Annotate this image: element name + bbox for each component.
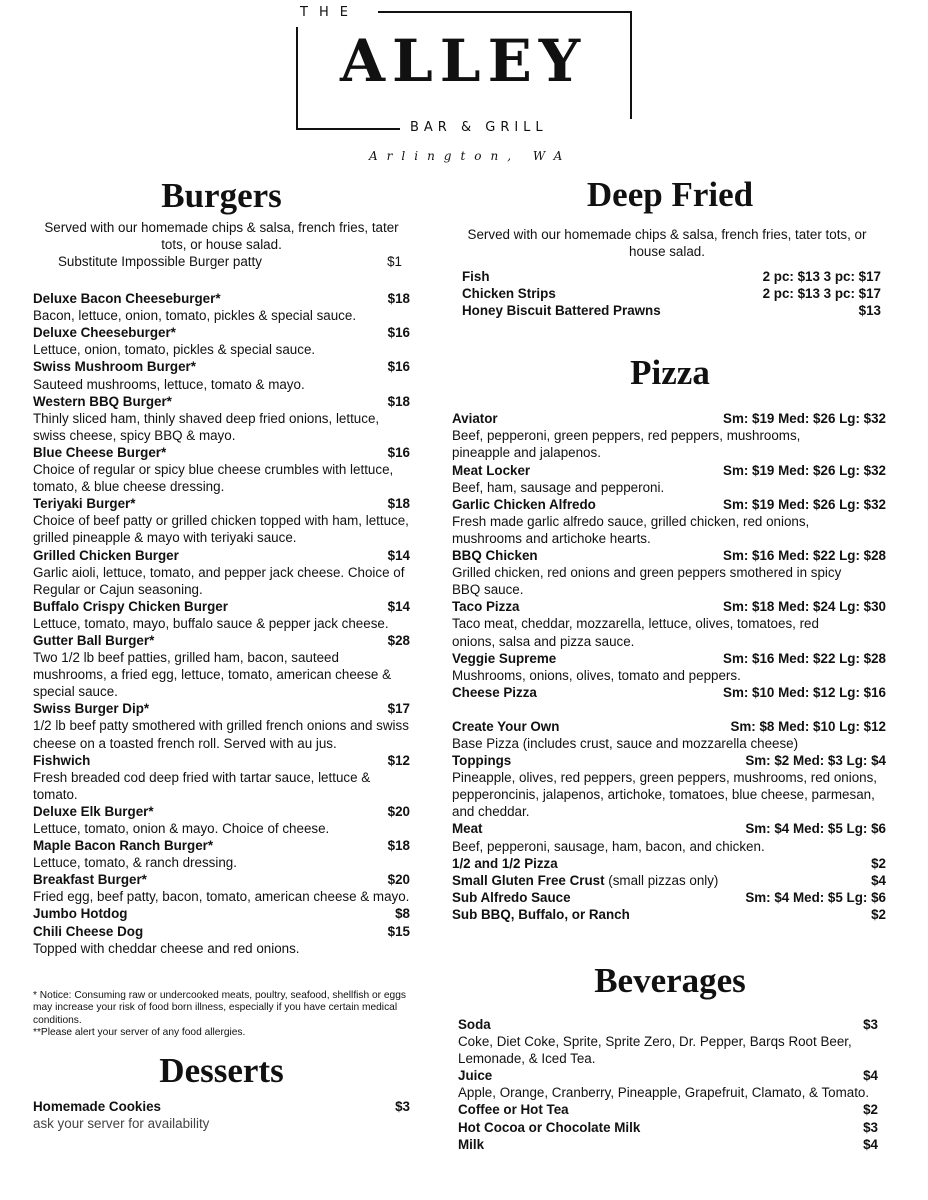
item-name-text: Buffalo Crispy Chicken Burger <box>33 598 228 614</box>
pizza-list <box>452 410 888 701</box>
item-name-text: Milk <box>458 1136 485 1152</box>
food-safety-notice <box>33 990 410 1040</box>
item-description: Choice of regular or spicy blue cheese crumbles with lettuce, tomato, & blue cheese dressing. <box>33 462 394 495</box>
item-price: $18 <box>387 496 410 512</box>
item-price: $28 <box>387 632 410 648</box>
item-price: $2 <box>863 1102 878 1118</box>
item-name <box>33 324 176 341</box>
item-name-text: Soda <box>458 1017 491 1032</box>
item-description: Beef, pepperoni, green peppers, red peppers, mushrooms, pineapple and jalapenos. <box>452 428 801 461</box>
pizza-extras-list <box>452 718 888 923</box>
burger-item <box>33 632 410 700</box>
item-description: Taco meat, cheddar, mozzarella, lettuce, olives, tomatoes, red onions, salsa and pizza sauce. <box>452 616 819 649</box>
item-row <box>458 1101 878 1118</box>
item-row <box>462 285 881 302</box>
item-name-text: BBQ Chicken <box>452 548 538 564</box>
item-description: Two 1/2 lb beef patties, grilled ham, bacon, sauteed mushrooms, a fried egg, lettuce, tomato, american cheese & special sauce. <box>33 650 392 700</box>
item-name <box>33 871 147 888</box>
item-name-text: Cheese Pizza <box>452 684 537 700</box>
item-price: Sm: $4 Med: $5 Lg: $6 <box>745 889 886 905</box>
pizza-extra-item <box>452 752 888 820</box>
item-name <box>462 302 661 319</box>
item-name-text: Swiss Burger Dip* <box>33 701 150 717</box>
item-row <box>33 923 410 940</box>
item-name-text: Grilled Chicken Burger <box>33 547 179 563</box>
pizza-item <box>452 684 888 701</box>
item-row <box>452 872 888 889</box>
logo-name: ALLEY <box>340 27 588 95</box>
item-description: Topped with cheddar cheese and red onions. <box>33 940 300 956</box>
left-column <box>33 170 410 1132</box>
item-name-text: Swiss Mushroom Burger* <box>33 359 196 375</box>
pizza-item <box>452 650 888 684</box>
item-name <box>452 598 519 615</box>
burger-item <box>33 358 410 392</box>
beverage-item <box>458 1101 878 1118</box>
item-name <box>452 462 530 479</box>
item-price: $2 <box>871 906 886 922</box>
item-row <box>33 547 410 564</box>
pizza-extra-item <box>452 906 888 923</box>
item-name-text: Veggie Supreme <box>452 650 557 666</box>
burger-item <box>33 444 410 495</box>
item-row <box>452 906 888 923</box>
item-price: $16 <box>387 444 410 460</box>
item-price: $15 <box>387 923 410 939</box>
item-name-text: Breakfast Burger* <box>33 872 147 888</box>
burger-item <box>33 803 410 837</box>
item-row <box>452 462 888 479</box>
item-name <box>33 598 228 615</box>
burger-item <box>33 495 410 546</box>
item-price: $4 <box>871 872 886 888</box>
item-price: $13 <box>858 303 881 319</box>
item-name <box>33 393 172 410</box>
burger-item <box>33 700 410 751</box>
dessert-list <box>33 1098 410 1132</box>
item-price: $20 <box>387 872 410 888</box>
item-row <box>458 1119 878 1136</box>
item-row <box>452 684 888 701</box>
item-name-text: Teriyaki Burger* <box>33 496 136 512</box>
item-price: $8 <box>395 906 410 922</box>
item-name-text: Sub BBQ, Buffalo, or Ranch <box>452 906 630 922</box>
item-row <box>452 496 888 513</box>
logo-frame-right <box>630 11 632 119</box>
item-description: Beef, ham, sausage and pepperoni. <box>452 479 665 495</box>
pizza-extra-item <box>452 855 888 872</box>
item-name <box>452 684 537 701</box>
item-row <box>33 803 410 820</box>
item-name-text: Small Gluten Free Crust <box>452 872 605 888</box>
item-row <box>452 889 888 906</box>
right-column <box>452 170 888 1153</box>
item-row <box>462 268 881 285</box>
item-name <box>33 358 196 375</box>
item-price: Sm: $16 Med: $22 Lg: $28 <box>723 548 886 564</box>
item-name-text: Fish <box>462 269 490 284</box>
logo-the: THE <box>300 5 359 20</box>
beverage-item <box>458 1016 878 1067</box>
item-description: Sauteed mushrooms, lettuce, tomato & mayo. <box>33 376 305 392</box>
item-price: $18 <box>387 838 410 854</box>
item-description: 1/2 lb beef patty smothered with grilled french onions and swiss cheese on a toasted french roll. Served with au jus. <box>33 718 409 751</box>
burger-item <box>33 598 410 632</box>
item-price: $18 <box>387 291 410 307</box>
item-name <box>452 889 571 906</box>
item-price: 2 pc: $13 3 pc: $17 <box>762 269 881 284</box>
item-name <box>452 752 511 769</box>
item-description: ask your server for availability <box>33 1115 210 1131</box>
logo-frame-top <box>378 11 632 13</box>
item-name-text: Gutter Ball Burger* <box>33 632 155 648</box>
item-note: (small pizzas only) <box>604 872 719 888</box>
item-description: Pineapple, olives, red peppers, green peppers, mushrooms, red onions, pepperoncinis, jalapenos, artichoke, tomatoes, blue cheese, parmesan, and cheddar. <box>452 770 878 820</box>
item-row <box>452 410 888 427</box>
item-name <box>33 923 143 940</box>
item-price: $3 <box>395 1098 410 1114</box>
burger-item <box>33 324 410 358</box>
item-name-text: Maple Bacon Ranch Burger* <box>33 838 214 854</box>
item-row <box>33 598 410 615</box>
item-name <box>33 752 90 769</box>
item-name <box>33 495 135 512</box>
item-price: Sm: $10 Med: $12 Lg: $16 <box>723 684 886 700</box>
pizza-extra-item <box>452 718 888 752</box>
item-name: Substitute Impossible Burger patty <box>58 254 262 269</box>
item-price: $12 <box>387 752 410 768</box>
item-name-text: Garlic Chicken Alfredo <box>452 496 596 512</box>
item-price: Sm: $19 Med: $26 Lg: $32 <box>723 496 886 512</box>
item-row <box>33 871 410 888</box>
item-price: Sm: $4 Med: $5 Lg: $6 <box>745 821 886 837</box>
item-row <box>33 444 410 461</box>
item-row <box>452 718 888 735</box>
item-name <box>452 650 556 667</box>
item-price: Sm: $8 Med: $10 Lg: $12 <box>730 718 886 734</box>
item-name <box>452 547 538 564</box>
item-name <box>33 700 149 717</box>
pizza-extra-item <box>452 820 888 854</box>
item-description: Beef, pepperoni, sausage, ham, bacon, and chicken. <box>452 838 765 854</box>
item-name <box>452 855 558 872</box>
item-description: Lettuce, onion, tomato, pickles & special sauce. <box>33 342 316 358</box>
item-name-text: Blue Cheese Burger* <box>33 444 167 460</box>
item-row <box>458 1016 878 1033</box>
item-price: $16 <box>387 325 410 341</box>
deep-fried-list <box>452 268 888 319</box>
logo-location: Arlington, WA <box>369 149 572 163</box>
item-name-text: Meat <box>452 821 483 837</box>
burgers-title: Burgers <box>161 176 282 215</box>
deep-fried-item <box>462 285 881 302</box>
item-name <box>452 820 483 837</box>
item-price: $2 <box>871 855 886 871</box>
item-row <box>452 752 888 769</box>
item-description: Grilled chicken, red onions and green peppers smothered in spicy BBQ sauce. <box>452 565 842 598</box>
item-row <box>458 1136 878 1153</box>
item-row <box>33 905 410 922</box>
beverage-item <box>458 1136 878 1153</box>
item-name-text: Homemade Cookies <box>33 1098 161 1114</box>
item-price: $4 <box>863 1136 878 1152</box>
item-row <box>458 1067 878 1084</box>
item-name <box>33 444 166 461</box>
item-name <box>452 718 559 735</box>
item-price: $14 <box>387 598 410 614</box>
pizza-extra-item <box>452 889 888 906</box>
item-row <box>33 1098 410 1115</box>
beverages-title: Beverages <box>594 961 746 1000</box>
restaurant-logo <box>0 0 928 170</box>
item-name-text: Chicken Strips <box>462 286 556 302</box>
item-price: $3 <box>863 1119 878 1135</box>
item-name-text: Meat Locker <box>452 462 531 478</box>
deep-fried-title: Deep Fried <box>586 175 754 214</box>
item-price: $16 <box>387 359 410 375</box>
item-name <box>33 837 213 854</box>
item-price: $17 <box>387 701 410 717</box>
pizza-extra-item <box>452 872 888 889</box>
item-description: Fried egg, beef patty, bacon, tomato, american cheese & mayo. <box>33 889 410 905</box>
item-price: Sm: $19 Med: $26 Lg: $32 <box>723 462 886 478</box>
item-row <box>462 302 881 319</box>
item-name <box>452 496 596 513</box>
item-name-text: Deluxe Elk Burger* <box>33 803 154 819</box>
dessert-item <box>33 1098 410 1132</box>
deep-fried-intro: Served with our homemade chips & salsa, french fries, tater tots, or house salad. <box>467 227 867 259</box>
item-description: Lettuce, tomato, mayo, buffalo sauce & pepper jack cheese. <box>33 615 389 631</box>
item-name <box>458 1067 492 1084</box>
item-name <box>452 410 498 427</box>
item-description: Bacon, lettuce, onion, tomato, pickles & special sauce. <box>33 308 357 324</box>
pizza-item <box>452 496 888 547</box>
burgers-intro: Served with our homemade chips & salsa, french fries, tater tots, or house salad. <box>44 220 399 252</box>
item-name <box>458 1119 640 1136</box>
item-name <box>458 1016 491 1033</box>
burger-item <box>33 837 410 871</box>
pizza-item <box>452 462 888 496</box>
pizza-item <box>452 547 888 598</box>
item-name-text: Toppings <box>452 753 512 769</box>
item-name-text: Deluxe Bacon Cheeseburger* <box>33 291 221 307</box>
item-price: 2 pc: $13 3 pc: $17 <box>762 286 881 302</box>
logo-frame-left <box>296 27 298 130</box>
item-row <box>33 324 410 341</box>
impossible-substitute-row <box>33 253 410 270</box>
burger-item <box>33 393 410 444</box>
item-price: Sm: $18 Med: $24 Lg: $30 <box>723 599 886 615</box>
item-price: Sm: $19 Med: $26 Lg: $32 <box>723 411 886 427</box>
deep-fried-item <box>462 268 881 285</box>
item-name <box>33 803 154 820</box>
burger-item <box>33 871 410 905</box>
item-row <box>33 393 410 410</box>
item-name-text: 1/2 and 1/2 Pizza <box>452 855 558 871</box>
item-name-text: Coffee or Hot Tea <box>458 1102 569 1118</box>
pizza-item <box>452 598 888 649</box>
item-description: Fresh made garlic alfredo sauce, grilled chicken, red onions, mushrooms and artichoke hearts. <box>452 513 810 546</box>
item-name-text: Western BBQ Burger* <box>33 393 172 409</box>
item-name-text: Taco Pizza <box>452 599 520 615</box>
item-name <box>452 872 718 889</box>
item-name-text: Create Your Own <box>452 718 560 734</box>
item-row <box>33 358 410 375</box>
item-price: $1 <box>387 254 402 269</box>
item-name <box>33 632 154 649</box>
item-row <box>33 752 410 769</box>
beverage-list <box>452 1016 888 1153</box>
item-row <box>452 855 888 872</box>
item-name <box>458 1101 569 1118</box>
item-name-text: Deluxe Cheeseburger* <box>33 325 176 341</box>
item-price: $14 <box>387 547 410 563</box>
burger-item <box>33 752 410 803</box>
item-name <box>33 547 179 564</box>
item-name-text: Sub Alfredo Sauce <box>452 889 571 905</box>
item-row <box>452 598 888 615</box>
allergy-notice: **Please alert your server of any food allergies. <box>33 1027 246 1039</box>
item-name-text: Hot Cocoa or Chocolate Milk <box>458 1119 641 1135</box>
item-name-text: Chili Cheese Dog <box>33 923 144 939</box>
item-description: Fresh breaded cod deep fried with tartar sauce, lettuce & tomato. <box>33 769 371 802</box>
item-name <box>462 268 490 285</box>
item-row <box>33 290 410 307</box>
burger-item <box>33 923 410 957</box>
item-description: Thinly sliced ham, thinly shaved deep fried onions, lettuce, swiss cheese, spicy BBQ & mayo. <box>33 410 380 443</box>
desserts-title: Desserts <box>159 1050 284 1090</box>
item-description: Apple, Orange, Cranberry, Pineapple, Grapefruit, Clamato, & Tomato. <box>458 1085 870 1101</box>
item-price: $4 <box>863 1068 878 1084</box>
item-row <box>33 700 410 717</box>
burger-item <box>33 290 410 324</box>
item-description: Base Pizza (includes crust, sauce and mozzarella cheese) <box>452 735 799 751</box>
item-description: Garlic aioli, lettuce, tomato, and pepper jack cheese. Choice of Regular or Cajun seasoning. <box>33 564 405 597</box>
burger-item <box>33 905 410 922</box>
beverage-item <box>458 1067 878 1101</box>
item-row <box>452 650 888 667</box>
item-price: $3 <box>863 1017 878 1032</box>
item-name <box>33 905 127 922</box>
notice-text: * Notice: Consuming raw or undercooked meats, poultry, seafood, shellfish or eggs may increase your risk of food born illness, especially if you have certain medical conditions. <box>33 989 406 1026</box>
logo-bar-grill: BAR & GRILL <box>410 120 548 135</box>
item-price: Sm: $2 Med: $3 Lg: $4 <box>745 753 886 769</box>
pizza-title: Pizza <box>630 353 710 393</box>
burger-list <box>33 290 410 957</box>
item-name-text: Fishwich <box>33 752 91 768</box>
item-row <box>452 820 888 837</box>
item-name-text: Aviator <box>452 411 498 427</box>
item-price: $20 <box>387 803 410 819</box>
pizza-item <box>452 410 888 461</box>
item-description: Coke, Diet Coke, Sprite, Sprite Zero, Dr. Pepper, Barqs Root Beer, Lemonade, & Iced Tea. <box>458 1034 852 1067</box>
item-row <box>33 632 410 649</box>
item-name-text: Juice <box>458 1068 493 1084</box>
item-description: Lettuce, tomato, & ranch dressing. <box>33 855 237 871</box>
item-name <box>462 285 556 302</box>
item-price: $18 <box>387 393 410 409</box>
beverage-item <box>458 1119 878 1136</box>
item-row <box>33 495 410 512</box>
item-name <box>452 906 630 923</box>
item-name-text: Jumbo Hotdog <box>33 906 128 922</box>
item-description: Lettuce, tomato, onion & mayo. Choice of cheese. <box>33 821 330 836</box>
item-row <box>452 547 888 564</box>
item-name-text: Honey Biscuit Battered Prawns <box>462 303 661 319</box>
item-name <box>33 290 221 307</box>
item-description: Choice of beef patty or grilled chicken topped with ham, lettuce, grilled pineapple & mayo with teriyaki sauce. <box>33 513 409 546</box>
burger-item <box>33 547 410 598</box>
item-price: Sm: $16 Med: $22 Lg: $28 <box>723 650 886 666</box>
item-description: Mushrooms, onions, olives, tomato and peppers. <box>452 667 741 683</box>
item-name <box>33 1098 161 1115</box>
deep-fried-item <box>462 302 881 319</box>
item-name <box>458 1136 484 1153</box>
item-row <box>33 837 410 854</box>
logo-frame-bottom <box>296 128 400 130</box>
